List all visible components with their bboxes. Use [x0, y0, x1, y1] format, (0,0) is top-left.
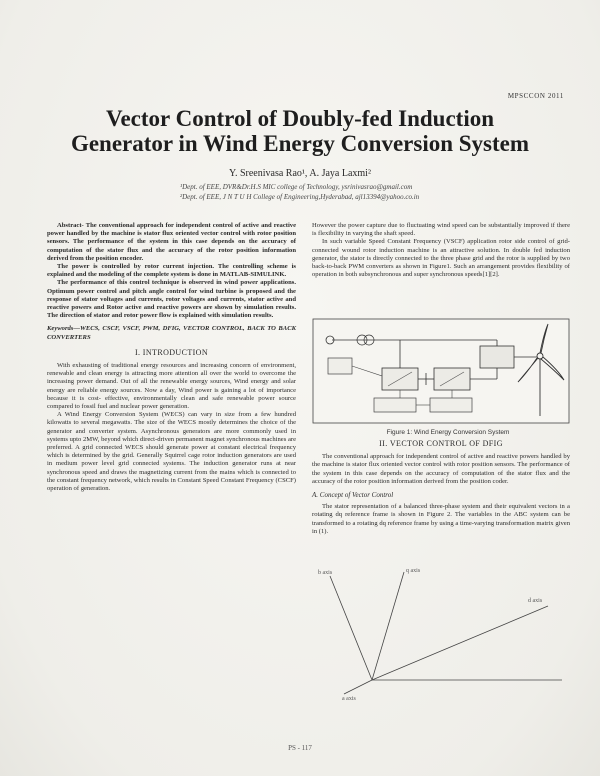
- keywords: Keywords—WECS, CSCF, VSCF, PWM, DFIG, VECTOR CONTROL, BACK TO BACK CONVERTERS: [47, 325, 296, 341]
- title-line-2: Generator in Wind Energy Conversion System: [70, 131, 530, 156]
- subsection-a-paragraph: The stator representation of a balanced three-phase system and their equivalent vectors in a rotating dq reference frame is shown in Figure 2. The variables in the ABC system can be transformed to a rotating dq reference frame by using a time-varying transformation matrix given in (1).: [312, 503, 570, 535]
- page-number: PS - 117: [288, 744, 312, 752]
- paper-title: [40, 106, 560, 156]
- abstract-paragraph-1: Abstract- The conventional approach for independent control of active and reactive power handled by the machine is stator flux oriented vector control with rotor position sensors. The performance of the system in this case depends on the accuracy of computation of the stator flux and the accuracy of the rotor position information derived from the position encoder.: [47, 222, 296, 262]
- subsection-a-heading: A. Concept of Vector Control: [312, 491, 394, 500]
- authors: Y. Sreenivasa Rao¹, A. Jaya Laxmi²: [229, 168, 371, 179]
- affiliation-1: ¹Dept. of EEE, DVR&Dr.H.S MIC college of Technology, ysrinivasrao@gmail.com: [180, 183, 413, 191]
- abstract-paragraph-3: The performance of this control technique is observed in wind power applications. Optimum power control and pitch angle control for wind turbine is proposed and the response of stator voltages and currents, rotor voltages and currents, stator active and reactive powers and Rotor active and reactive powers are shown by simulation results. The direction of stator and rotor power flow is explained with simulation results.: [47, 279, 296, 320]
- generator-block: [480, 346, 514, 368]
- fig2-label-d-axis: d axis: [528, 598, 543, 604]
- fig2-label-q-axis: q axis: [406, 568, 421, 574]
- fig2-label-a-axis: a axis: [342, 696, 356, 702]
- title-line-1: Vector Control of Doubly-fed Induction: [105, 106, 495, 131]
- affiliation-2: ²Dept. of EEE, J N T U H College of Engineering,Hyderabad, ajl13394@yahoo.co.in: [180, 193, 420, 201]
- figure-2-axes-diagram: [312, 562, 570, 702]
- section-1-heading: I. INTRODUCTION: [134, 347, 209, 357]
- section-2-paragraph: The conventional approach for independent control of active and reactive powers handled by the machine is stator flux oriented vector control with rotor position sensors. The performance of the system in this case depends on the accuracy of computation of the stator flux and the accuracy of the rotor position information derived from the position coder.: [312, 453, 570, 485]
- intro-paragraph-2: A Wind Energy Conversion System (WECS) can vary in size from a few hundred kilowatts to several megawatts. The size of the WECS mostly determines the choice of the generator and converter system. Asynchronous generators are more commonly used in systems upto 2MW, beyond which direct-driven permanent magnet synchronous machines are preferred. A grid connected WECS should generate power at constant electrical frequency which is determined by the grid. Generally Squirrel cage rotor induction generators are used in medium power level grid connected systems. The induction generator runs at near synchronous speed and draws the magnetizing current from the mains which is connected to the constant frequency network, which results in Constant Speed Constant Frequency (CSCF) operation of generation.: [47, 411, 296, 493]
- left-column: [47, 222, 296, 493]
- intro-paragraph-1: With exhausting of traditional energy resources and increasing concern of environment, renewable and clean energy is attracting more attention all over the world to overcome the increasing power demand. Out of all the renewable energy sources, Wind energy and solar energy are reliable energy sources. Now a day, Wind power is gaining a lot of importance because it is cost- effective, environmentally clean and safe renewable power source compared to fossil fuel and nuclear power generation.: [47, 362, 296, 411]
- right-column-bottom: [312, 440, 570, 536]
- figure-1-wind-energy-system: [312, 318, 570, 424]
- abstract-paragraph-2: The power is controlled by rotor current injection. The controlling scheme is explained and the modeling of the complete system is done in MATLAB-SIMULINK.: [47, 263, 296, 279]
- conference-header: MPSCCON 2011: [507, 92, 564, 100]
- right-paragraph-1: However the power capture due to fluctuating wind speed can be substantially improved if there is flexibility in varying the shaft speed.: [312, 222, 570, 238]
- control-block-2: [430, 398, 472, 412]
- fig2-label-b-axis: b axis: [318, 570, 333, 576]
- right-column-top: [312, 222, 570, 279]
- control-block-1: [374, 398, 416, 412]
- figure-1-caption: Figure 1: Wind Energy Conversion System: [386, 429, 510, 436]
- section-2-heading: II. VECTOR CONTROL OF DFIG: [379, 439, 503, 448]
- right-paragraph-2: In such variable Speed Constant Frequency (VSCF) application rotor side control of grid-connected wound rotor induction machine is an attractive solution. In double fed induction generator, the stator is directly connected to the three phase grid and the rotor is supplied by two back-to-back PWM converters as shown in Figure1. Such an arrangement provides flexibility of operation in both subsynchronous and super synchronous speeds[1][2].: [312, 238, 570, 279]
